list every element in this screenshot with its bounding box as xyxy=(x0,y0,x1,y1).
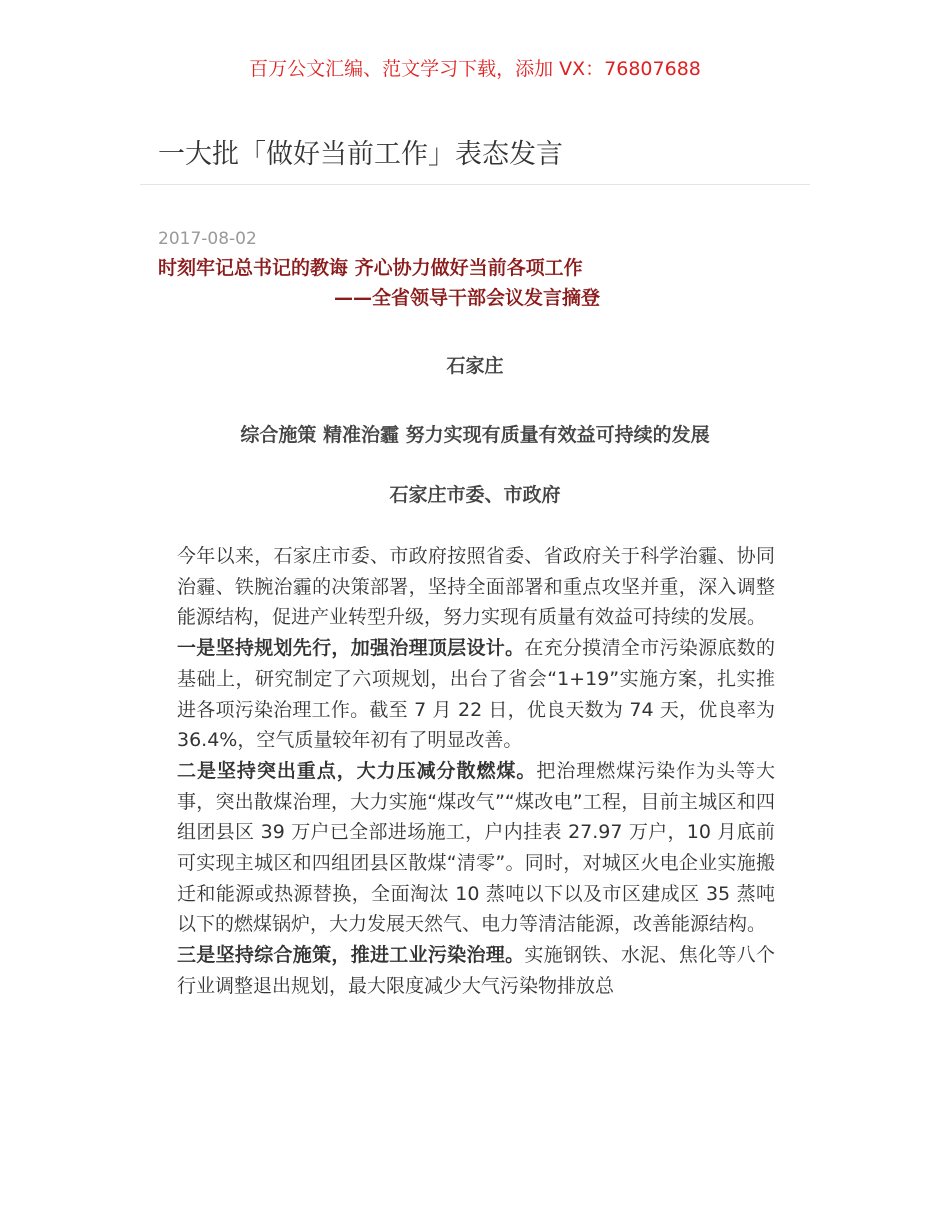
point-lead-3: 三是坚持综合施策，推进工业污染治理。 xyxy=(177,944,525,967)
point-paragraph-2 xyxy=(177,756,775,940)
city-heading: 石家庄 xyxy=(446,355,504,377)
intro-paragraph: 今年以来，石家庄市委、市政府按照省委、省政府关于科学治霾、协同治霾、铁腕治霾的决策部署，坚持全面部署和重点攻坚并重，深入调整能源结构，促进产业转型升级，努力实现有质量有效益可持续的发展。 xyxy=(177,545,775,629)
section-title: 综合施策 精准治霾 努力实现有质量有效益可持续的发展 xyxy=(240,424,710,446)
point-paragraph-1 xyxy=(177,633,775,756)
point-text-3: 实施钢铁、水泥、焦化等八个行业调整退出规划，最大限度减少大气污染物排放总 xyxy=(177,944,775,997)
point-lead-2: 二是坚持突出重点，大力压减分散燃煤。 xyxy=(177,759,537,782)
title-divider xyxy=(140,184,810,185)
point-text-1: 在充分摸清全市污染源底数的基础上，研究制定了六项规划，出台了省会“1+19”实施方案，扎实推进各项污染治理工作。截至 7 月 22 日，优良天数为 74 天，优良率为 36.4%，空气质量较年初有了明显改善。 xyxy=(177,637,775,752)
point-lead-1: 一是坚持规划先行，加强治理顶层设计。 xyxy=(177,637,525,660)
article-title: 一大批「做好当前工作」表态发言 xyxy=(158,139,563,170)
article-body xyxy=(177,541,775,1002)
headline-subtitle: ——全省领导干部会议发言摘登 xyxy=(334,287,601,309)
publish-date: 2017-08-02 xyxy=(158,229,257,249)
promo-banner: 百万公文汇编、范文学习下载，添加 VX：76807688 xyxy=(249,58,701,80)
point-paragraph-3 xyxy=(177,940,775,1001)
point-text-2: 把治理燃煤污染作为头等大事，突出散煤治理，大力实施“煤改气”“煤改电”工程，目前主城区和四组团县区 39 万户已全部进场施工，户内挂表 27.97 万户，10 月底前可实现主城区和四组团县区散煤“清零”。同时，对城区火电企业实施搬迁和能源或热源替换，全面淘汰 10 蒸吨以下以及市区建成区 35 蒸吨以下的燃煤锅炉，大力发展天然气、电力等清洁能源，改善能源结构。 xyxy=(177,759,775,936)
headline-main: 时刻牢记总书记的教诲 齐心协力做好当前各项工作 xyxy=(158,257,583,279)
author-heading: 石家庄市委、市政府 xyxy=(389,484,561,506)
